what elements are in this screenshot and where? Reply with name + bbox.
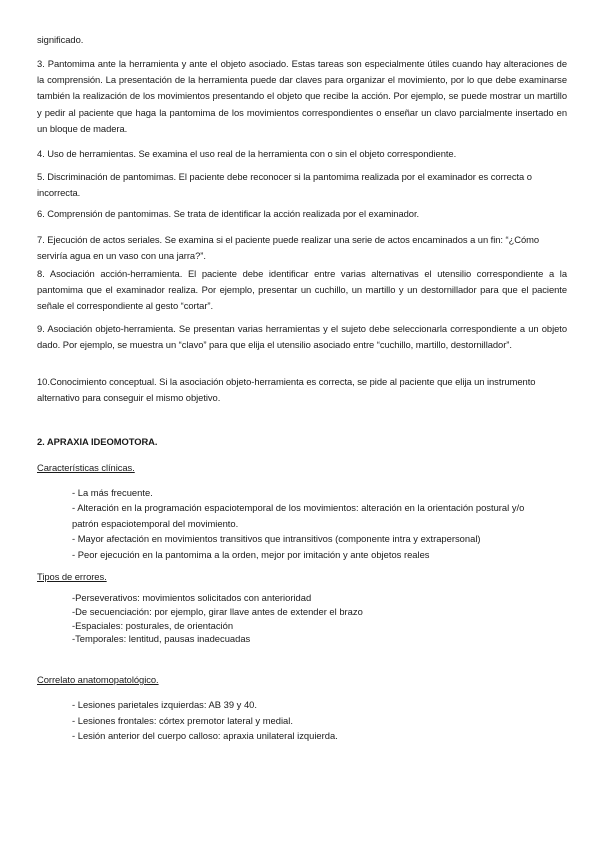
list-item: -Espaciales: posturales, de orientación bbox=[72, 619, 234, 631]
clinical-list bbox=[72, 485, 542, 562]
list-item-5: 5. Discriminación de pantomimas. El paciente debe reconocer si la pantomima realizada por el examinador es correcta o incorrecta. bbox=[37, 171, 532, 199]
clinical-heading: Características clínicas. bbox=[37, 462, 135, 473]
section-title: 2. APRAXIA IDEOMOTORA. bbox=[37, 436, 158, 447]
list-item-6: 6. Comprensión de pantomimas. Se trata de identificar la acción realizada por el examinador. bbox=[37, 208, 420, 219]
list-item: - Lesiones parietales izquierdas: AB 39 y 40. bbox=[72, 699, 258, 710]
list-item: - Peor ejecución en la pantomima a la orden, mejor por imitación y ante objetos reales bbox=[72, 548, 430, 560]
list-item: - Lesión anterior del cuerpo calloso: apraxia unilateral izquierda. bbox=[72, 730, 338, 742]
list-item-3: 3. Pantomima ante la herramienta y ante el objeto asociado. Estas tareas son especialmente útiles cuando hay alteraciones de la comprensión. La presentación de la herramienta puede dar claves para organizar el movimiento, por lo que debe examinarse también la realización de los movimientos presentando el objeto que recibe la acción. Por ejemplo, se puede mostrar un martillo y pedir al paciente que haga la pantomima de los movimientos correspondientes o enseñar un clavo parcialmente insertado en un bloque de madera. bbox=[37, 58, 567, 134]
anatomy-list bbox=[72, 697, 542, 744]
list-item-8: 8. Asociación acción-herramienta. El paciente debe identificar entre varias alternativas el utensilio correspondiente a la pantomima que el examinador realiza. Por ejemplo, presentar un cuchillo, un martillo y un destornillador para que el paciente señale el correspondiente al gesto “cortar”. bbox=[37, 268, 567, 312]
intro-tail: significado. bbox=[37, 34, 84, 45]
list-item: - Lesiones frontales: córtex premotor lateral y medial. bbox=[72, 714, 293, 726]
list-item: -Perseverativos: movimientos solicitados con anterioridad bbox=[72, 592, 312, 603]
list-item-9: 9. Asociación objeto-herramienta. Se presentan varias herramientas y el sujeto debe seleccionarla correspondiente a un objeto dado. Por ejemplo, se muestra un “clavo” para que elija el utensilio asociado entre “cuchillo, martillo, destornillador”. bbox=[37, 323, 567, 351]
errors-list bbox=[72, 591, 542, 646]
list-item: - La más frecuente. bbox=[72, 487, 153, 498]
list-item: - Mayor afectación en movimientos transitivos que intransitivos (componente intra y extrapersonal) bbox=[72, 533, 481, 545]
list-item: - Alteración en la programación espaciotemporal de los movimientos: alteración en la orientación postural y/o patrón espaciotemporal del movimiento. bbox=[72, 502, 525, 529]
errors-heading: Tipos de errores. bbox=[37, 571, 107, 582]
list-item-4: 4. Uso de herramientas. Se examina el uso real de la herramienta con o sin el objeto correspondiente. bbox=[37, 148, 457, 159]
list-item: -Temporales: lentitud, pausas inadecuadas bbox=[72, 633, 251, 645]
list-item-10: 10.Conocimiento conceptual. Si la asociación objeto-herramienta es correcta, se pide al paciente que elija un instrumento alternativo para conseguir el mismo objetivo. bbox=[37, 376, 536, 404]
list-item-7: 7. Ejecución de actos seriales. Se examina si el paciente puede realizar una serie de actos encaminados a un fin: “¿Cómo serviría agua en un vaso con una jarra?”. bbox=[37, 234, 540, 262]
anatomy-heading: Correlato anatomopatológico. bbox=[37, 674, 159, 685]
list-item: -De secuenciación: por ejemplo, girar llave antes de extender el brazo bbox=[72, 605, 363, 617]
